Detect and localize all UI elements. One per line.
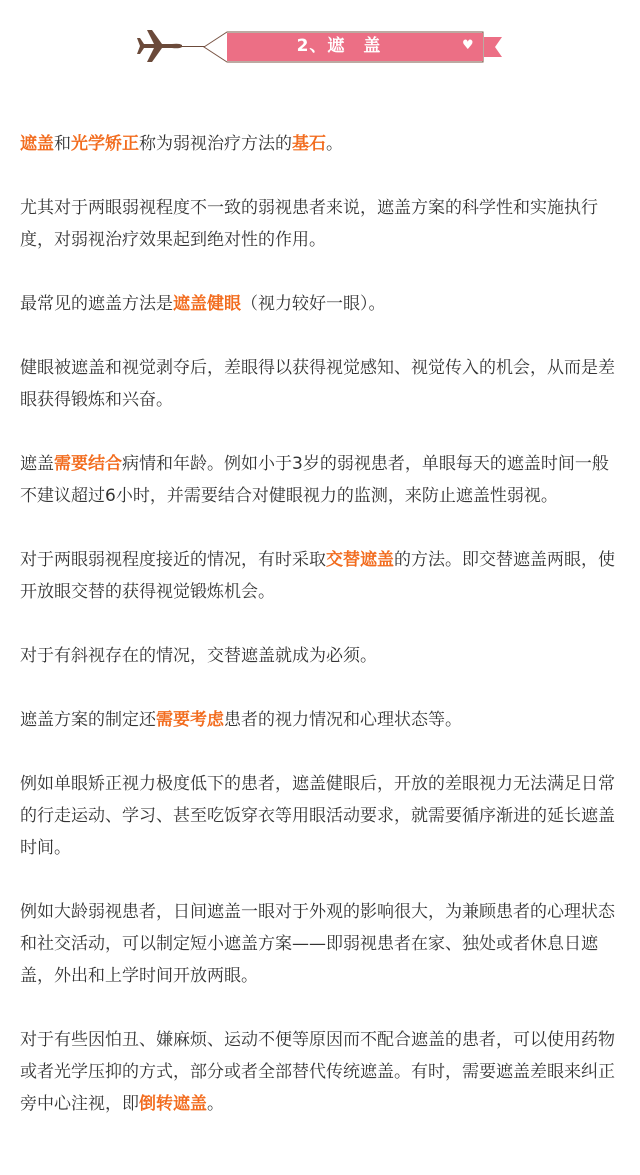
- highlight-text: 基石: [292, 134, 326, 154]
- paragraph: [20, 192, 622, 256]
- body-text: 患者的视力情况和心理状态等。: [224, 710, 462, 730]
- highlight-text: 需要结合: [54, 454, 122, 474]
- paragraph: [20, 448, 622, 512]
- body-text: 称为弱视治疗方法的: [139, 134, 292, 154]
- highlight-text: 遮盖: [20, 134, 54, 154]
- body-text: 尤其对于两眼弱视程度不一致的弱视患者来说，遮盖方案的科学性和实施执行度，对弱视治疗效果起到绝对性的作用。: [20, 198, 598, 250]
- body-text: 对于有斜视存在的情况，交替遮盖就成为必须。: [20, 646, 377, 666]
- body-text: 和: [54, 134, 71, 154]
- body-text: （视力较好一眼）。: [241, 294, 386, 314]
- body-text: 。: [207, 1094, 224, 1114]
- article-body: [20, 128, 622, 1152]
- body-text: 遮盖方案的制定还: [20, 710, 156, 730]
- airplane-icon: [136, 28, 184, 64]
- highlight-text: 倒转遮盖: [139, 1094, 207, 1114]
- paragraph: [20, 896, 622, 992]
- heart-icon: ♥: [462, 38, 474, 53]
- body-text: 例如大龄弱视患者，日间遮盖一眼对于外观的影响很大，为兼顾患者的心理状态和社交活动，可以制定短小遮盖方案——即弱视患者在家、独处或者休息日遮盖，外出和上学时间开放两眼。: [20, 902, 615, 986]
- highlight-text: 交替遮盖: [326, 550, 394, 570]
- highlight-text: 遮盖健眼: [173, 294, 241, 314]
- body-text: 。: [326, 134, 343, 154]
- body-text: 对于两眼弱视程度接近的情况，有时采取: [20, 550, 326, 570]
- highlight-text: 需要考虑: [156, 710, 224, 730]
- highlight-text: 光学矫正: [71, 134, 139, 154]
- paragraph: [20, 704, 622, 736]
- paragraph: [20, 128, 622, 160]
- paragraph: [20, 352, 622, 416]
- body-text: 对于有些因怕丑、嫌麻烦、运动不便等原因而不配合遮盖的患者，可以使用药物或者光学压抑的方式，部分或者全部替代传统遮盖。有时，需要遮盖差眼来纠正旁中心注视，即: [20, 1030, 615, 1114]
- paragraph: [20, 640, 622, 672]
- paragraph: [20, 544, 622, 608]
- paragraph: [20, 1024, 622, 1120]
- section-title: 2、遮 盖: [296, 36, 382, 56]
- section-header: [0, 0, 640, 100]
- body-text: 健眼被遮盖和视觉剥夺后，差眼得以获得视觉感知、视觉传入的机会，从而是差眼获得锻炼和兴奋。: [20, 358, 615, 410]
- body-text: 的方法。即交替遮盖两眼，使开放眼交替的获得视觉锻炼机会。: [20, 550, 615, 602]
- body-text: 病情和年龄。例如小于3岁的弱视患者，单眼每天的遮盖时间一般不建议超过6小时，并需要结合对健眼视力的监测，来防止遮盖性弱视。: [20, 454, 609, 506]
- paragraph: [20, 288, 622, 320]
- paragraph: [20, 768, 622, 864]
- body-text: 最常见的遮盖方法是: [20, 294, 173, 314]
- body-text: 遮盖: [20, 454, 54, 474]
- body-text: 例如单眼矫正视力极度低下的患者，遮盖健眼后，开放的差眼视力无法满足日常的行走运动、学习、甚至吃饭穿衣等用眼活动要求，就需要循序渐进的延长遮盖时间。: [20, 774, 615, 858]
